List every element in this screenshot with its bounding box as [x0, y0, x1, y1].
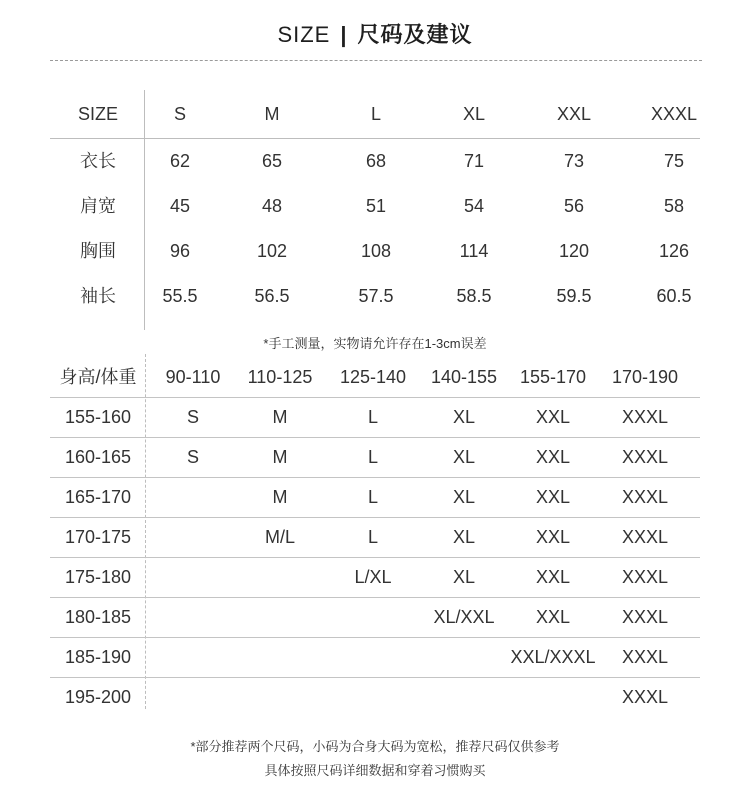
recommended-size: XXXL — [621, 567, 669, 587]
recommended-size: M — [272, 487, 288, 507]
recommended-size: XXL — [535, 527, 571, 547]
recommended-size: S — [186, 447, 199, 467]
recommended-size: XXL — [535, 567, 571, 587]
recommend-table-row — [50, 478, 700, 518]
recommended-size: XL — [452, 527, 476, 547]
height-range: 165-170 — [64, 487, 132, 507]
size-table-row — [50, 274, 700, 319]
height-range: 155-160 — [64, 407, 132, 427]
height-range: 175-180 — [64, 567, 132, 587]
recommended-size: XXXL — [621, 647, 669, 667]
measure-note: *手工测量，实物请允许存在1-3cm误差 — [263, 336, 487, 351]
weight-range: 90-110 — [165, 367, 221, 387]
recommend-table-row — [50, 438, 700, 478]
weight-range: 170-190 — [611, 367, 679, 387]
recommended-size: XXL — [535, 407, 571, 427]
title-cn: 尺码及建议 — [357, 22, 473, 47]
size-header-label: SIZE — [77, 104, 118, 124]
measure-value: 73 — [563, 151, 585, 171]
recommended-size: M — [272, 447, 288, 467]
recommended-size: XL/XXL — [433, 607, 495, 627]
size-table-header — [50, 92, 700, 139]
size-header-cell: L — [370, 104, 381, 124]
recommended-size: XXXL — [621, 687, 669, 707]
measure-value: 45 — [169, 196, 191, 216]
recommended-size: M/L — [264, 527, 295, 547]
height-range: 160-165 — [64, 447, 132, 467]
recommend-table-row — [50, 398, 700, 438]
recommended-size: XL — [452, 407, 476, 427]
recommend-table-row — [50, 598, 700, 638]
height-range: 185-190 — [64, 647, 132, 667]
measure-value: 56.5 — [254, 286, 290, 306]
measure-value: 96 — [169, 241, 191, 261]
recommended-size: L — [367, 487, 378, 507]
measure-value: 102 — [256, 241, 288, 261]
measure-value: 120 — [558, 241, 590, 261]
recommended-size: XL — [452, 447, 476, 467]
recommend-table-row — [50, 558, 700, 598]
recommended-size: XXL — [535, 607, 571, 627]
recommended-size: S — [186, 407, 199, 427]
recommended-size: XXXL — [621, 407, 669, 427]
measure-value: 55.5 — [162, 286, 198, 306]
height-range: 170-175 — [64, 527, 132, 547]
recommend-table-row — [50, 518, 700, 558]
measure-value: 57.5 — [358, 286, 394, 306]
size-header-cell: XXXL — [650, 104, 698, 124]
size-header-cell: XL — [462, 104, 486, 124]
weight-range: 125-140 — [339, 367, 407, 387]
recommended-size: L — [367, 447, 378, 467]
recommended-size: XL — [452, 567, 476, 587]
weight-range: 140-155 — [430, 367, 498, 387]
measure-value: 48 — [261, 196, 283, 216]
footer-note-1: *部分推荐两个尺码，小码为合身大码为宽松，推荐尺码仅供参考 — [190, 739, 560, 754]
recommended-size: L — [367, 527, 378, 547]
measure-value: 56 — [563, 196, 585, 216]
recommended-size: L — [367, 407, 378, 427]
page-title — [0, 18, 750, 49]
measure-label: 衣长 — [80, 151, 116, 171]
title-separator: | — [340, 22, 348, 47]
weight-range: 155-170 — [519, 367, 587, 387]
measure-value: 126 — [658, 241, 690, 261]
size-table-row — [50, 139, 700, 184]
footer-note-2: 具体按照尺码详细数据和穿着习惯购买 — [264, 763, 486, 778]
measure-value: 54 — [463, 196, 485, 216]
title-en: SIZE — [277, 22, 331, 47]
height-weight-label: 身高/体重 — [59, 367, 137, 387]
size-header-cell: S — [173, 104, 186, 124]
measure-label: 袖长 — [80, 286, 116, 306]
measure-value: 58.5 — [456, 286, 492, 306]
size-table-row — [50, 184, 700, 229]
size-table-row — [50, 229, 700, 274]
recommended-size: XXL — [535, 487, 571, 507]
measure-value: 75 — [663, 151, 685, 171]
measure-label: 肩宽 — [80, 196, 116, 216]
recommended-size: L/XL — [354, 567, 392, 587]
size-table — [50, 92, 700, 319]
height-range: 180-185 — [64, 607, 132, 627]
recommend-table-row — [50, 678, 700, 717]
recommended-size: XXXL — [621, 487, 669, 507]
height-range: 195-200 — [64, 687, 132, 707]
size-header-cell: XXL — [556, 104, 592, 124]
measure-value: 60.5 — [656, 286, 692, 306]
recommended-size: M — [272, 407, 288, 427]
recommend-table — [50, 358, 700, 717]
measure-value: 114 — [459, 241, 489, 261]
measure-value: 62 — [169, 151, 191, 171]
recommended-size: XXL — [535, 447, 571, 467]
title-divider — [50, 60, 702, 61]
size-header-cell: M — [264, 104, 280, 124]
measure-value: 68 — [365, 151, 387, 171]
measure-label: 胸围 — [80, 241, 116, 261]
recommended-size: XXXL — [621, 447, 669, 467]
recommended-size: XXL/XXXL — [510, 647, 596, 667]
recommended-size: XXXL — [621, 527, 669, 547]
recommended-size: XL — [452, 487, 476, 507]
measure-value: 58 — [663, 196, 685, 216]
measure-value: 59.5 — [556, 286, 592, 306]
measure-value: 51 — [365, 196, 387, 216]
recommended-size: XXXL — [621, 607, 669, 627]
recommend-table-row — [50, 638, 700, 678]
measure-value: 108 — [360, 241, 392, 261]
weight-range: 110-125 — [247, 367, 313, 387]
measure-value: 71 — [463, 151, 485, 171]
measure-value: 65 — [261, 151, 283, 171]
recommend-table-header — [50, 358, 700, 398]
